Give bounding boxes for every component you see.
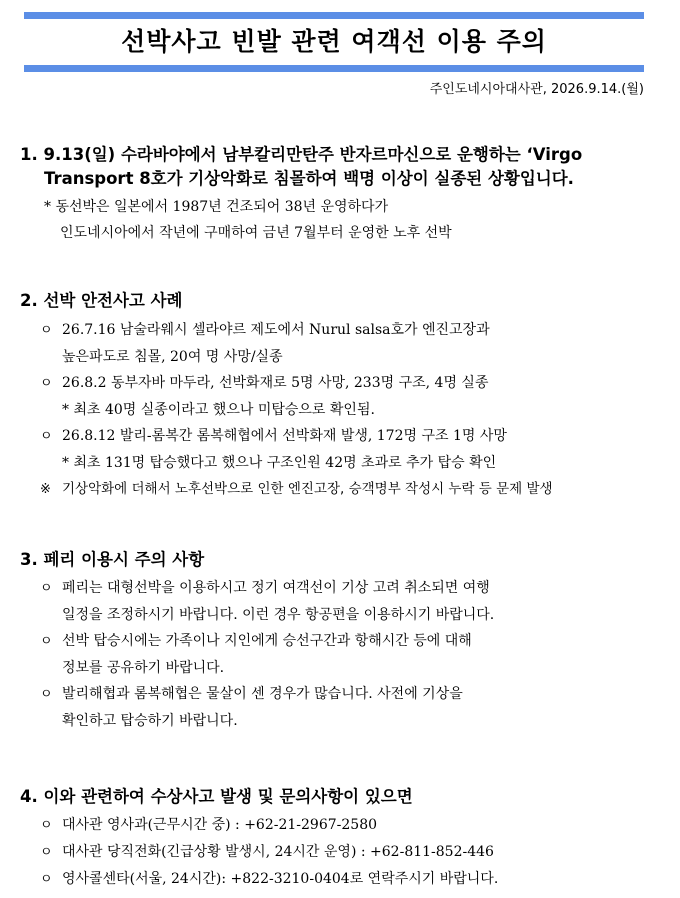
section-1 <box>20 143 660 246</box>
reference-mark-icon: ※ <box>40 482 51 497</box>
section-4-heading: 4. 이와 관련하여 수상사고 발생 및 문의사항이 있으면 <box>20 787 413 806</box>
bullet-icon: ㅇ <box>40 818 53 833</box>
section-3 <box>20 548 660 734</box>
tip-3-line-2: 확인하고 탑승하기 바랍니다. <box>62 713 238 729</box>
title-bottom-rule <box>24 65 644 72</box>
list-item <box>20 839 660 866</box>
remark-text: 기상악화에 더해서 노후선박으로 인한 엔진고장, 승객명부 작성시 누락 등 문제 발생 <box>62 481 553 497</box>
list-item <box>20 812 660 839</box>
bullet-icon: ㅇ <box>40 872 53 887</box>
bullet-icon: ㅇ <box>40 376 53 391</box>
tip-2-line-1: 선박 탑승시에는 가족이나 지인에게 승선구간과 항해시간 등에 대해 <box>62 633 472 649</box>
case-3-line-1: 26.8.12 발리-롬복간 롬복해협에서 선박화재 발생, 172명 구조 1명 사망 <box>62 428 507 444</box>
section-1-heading <box>20 143 660 191</box>
section-2 <box>20 289 660 503</box>
section-2-heading: 2. 선박 안전사고 사례 <box>20 291 183 310</box>
bullet-icon: ㅇ <box>40 845 53 860</box>
tip-3-line-1: 발리해협과 롬복해협은 물살이 센 경우가 많습니다. 사전에 기상을 <box>62 686 463 702</box>
title-top-rule <box>24 12 644 19</box>
bullet-icon: ㅇ <box>40 323 53 338</box>
case-2-note: * 최초 40명 실종이라고 했으나 미탑승으로 확인됨. <box>62 402 375 418</box>
list-item <box>20 423 660 450</box>
tip-1-line-1: 페리는 대형선박을 이용하시고 정기 여객선이 기상 고려 취소되면 여행 <box>62 580 490 596</box>
bullet-icon: ㅇ <box>40 687 53 702</box>
issuer-dateline: 주인도네시아대사관, 2026.9.14.(월) <box>429 82 644 97</box>
contact-call-center: 영사콜센타(서울, 24시간): +822-3210-0404로 연락주시기 바랍니다. <box>62 871 499 887</box>
section-1-heading-line-2: Transport 8호가 기상악화로 침몰하여 백명 이상이 실종된 상황입니다. <box>44 169 574 188</box>
remark <box>20 476 660 503</box>
list-item <box>20 317 660 344</box>
section-1-heading-line-1: 1. 9.13(일) 수라바야에서 남부칼리만탄주 반자르마신으로 운행하는 ‘Virgo <box>20 145 583 164</box>
list-item <box>20 681 660 708</box>
bullet-icon: ㅇ <box>40 429 53 444</box>
bullet-icon: ㅇ <box>40 634 53 649</box>
case-3-note: * 최초 131명 탑승했다고 했으나 구조인원 42명 초과로 추가 탑승 확인 <box>62 455 497 471</box>
case-1-line-2: 높은파도로 침몰, 20여 명 사망/실종 <box>62 349 283 365</box>
section-1-note-line-2: 인도네시아에서 작년에 구매하여 금년 7월부터 운영한 노후 선박 <box>60 225 452 241</box>
case-1-line-1: 26.7.16 남술라웨시 셀라야르 제도에서 Nurul salsa호가 엔진고장과 <box>62 322 490 338</box>
section-3-heading: 3. 페리 이용시 주의 사항 <box>20 550 205 569</box>
contact-duty-phone: 대사관 당직전화(긴급상황 발생시, 24시간 운영) : +62-811-852-446 <box>62 844 494 860</box>
list-item <box>20 370 660 397</box>
list-item <box>20 628 660 655</box>
page-title: 선박사고 빈발 관련 여객선 이용 주의 <box>121 27 547 56</box>
section-4 <box>20 785 660 893</box>
tip-1-line-2: 일정을 조정하시기 바랍니다. 이런 경우 항공편을 이용하시기 바랍니다. <box>62 607 495 623</box>
list-item <box>20 866 660 893</box>
bullet-icon: ㅇ <box>40 581 53 596</box>
tip-2-line-2: 정보를 공유하기 바랍니다. <box>62 660 225 676</box>
section-1-note-line-1: * 동선박은 일본에서 1987년 건조되어 38년 운영하다가 <box>44 199 389 215</box>
list-item <box>20 575 660 602</box>
case-2-line-1: 26.8.2 동부자바 마두라, 선박화재로 5명 사망, 233명 구조, 4명 실종 <box>62 375 489 391</box>
contact-consular: 대사관 영사과(근무시간 중) : +62-21-2967-2580 <box>62 817 378 833</box>
